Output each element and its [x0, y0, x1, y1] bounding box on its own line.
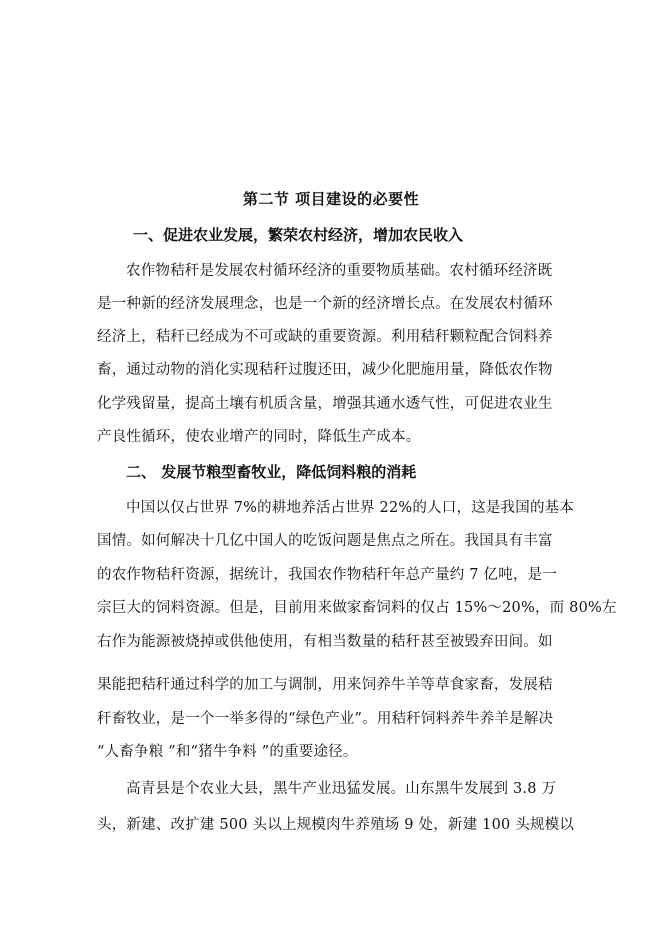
paragraph-1-line: 农作物秸秆是发展农村循环经济的重要物质基础。农村循环经济既 — [126, 263, 553, 279]
heading-2: 二、 发展节粮型畜牧业，降低饲料粮的消耗 — [126, 463, 417, 481]
heading-1: 一、促进农业发展，繁荣农村经济，增加农民收入 — [133, 226, 464, 244]
paragraph-2-line: 国情。如何解决十几亿中国人的吃饭问题是焦点之所在。我国具有丰富 — [97, 533, 553, 549]
paragraph-1-line: 产良性循环，使农业增产的同时，降低生产成本。 — [97, 429, 421, 445]
paragraph-1-line: 畜，通过动物的消化实现秸秆过腹还田，减少化肥施用量，降低农作物 — [97, 362, 553, 378]
section-title: 第二节 项目建设的必要性 — [242, 190, 420, 208]
paragraph-2-line: “人畜争粮 ”和“猪牛争料 ”的重要途径。 — [97, 744, 358, 760]
paragraph-1-line: 化学残留量，提高土壤有机质含量，增强其通水透气性，可促进农业生 — [97, 396, 553, 412]
paragraph-3-line: 高青县是个农业大县，黑牛产业迅猛发展。山东黑牛发展到 3.8 万 — [126, 781, 557, 797]
paragraph-3-line: 头，新建、改扩建 500 头以上规模肉牛养殖场 9 处，新建 100 头规模以 — [97, 817, 575, 833]
paragraph-2-line: 宗巨大的饲料资源。但是，目前用来做家畜饲料的仅占 15%～20%，而 80%左 — [97, 600, 617, 616]
paragraph-2-line: 的农作物秸秆资源，据统计，我国农作物秸秆年总产量约 7 亿吨，是一 — [97, 567, 558, 583]
paragraph-2-line: 秆畜牧业，是一个一举多得的“绿色产业”。用秸秆饲料养牛养羊是解决 — [97, 711, 554, 727]
paragraph-1-line: 经济上，秸秆已经成为不可或缺的重要资源。利用秸秆颗粒配合饲料养 — [97, 329, 553, 345]
paragraph-2-line: 右作为能源被烧掉或供他使用，有相当数量的秸秆甚至被毁弃田间。如 — [97, 634, 553, 650]
paragraph-1-line: 是一种新的经济发展理念，也是一个新的经济增长点。在发展农村循环 — [97, 296, 553, 312]
paragraph-2-line: 果能把秸秆通过科学的加工与调制，用来饲养牛羊等草食家畜，发展秸 — [97, 677, 553, 693]
paragraph-2-line: 中国以仅占世界 7%的耕地养活占世界 22%的人口，这是我国的基本 — [126, 500, 575, 516]
